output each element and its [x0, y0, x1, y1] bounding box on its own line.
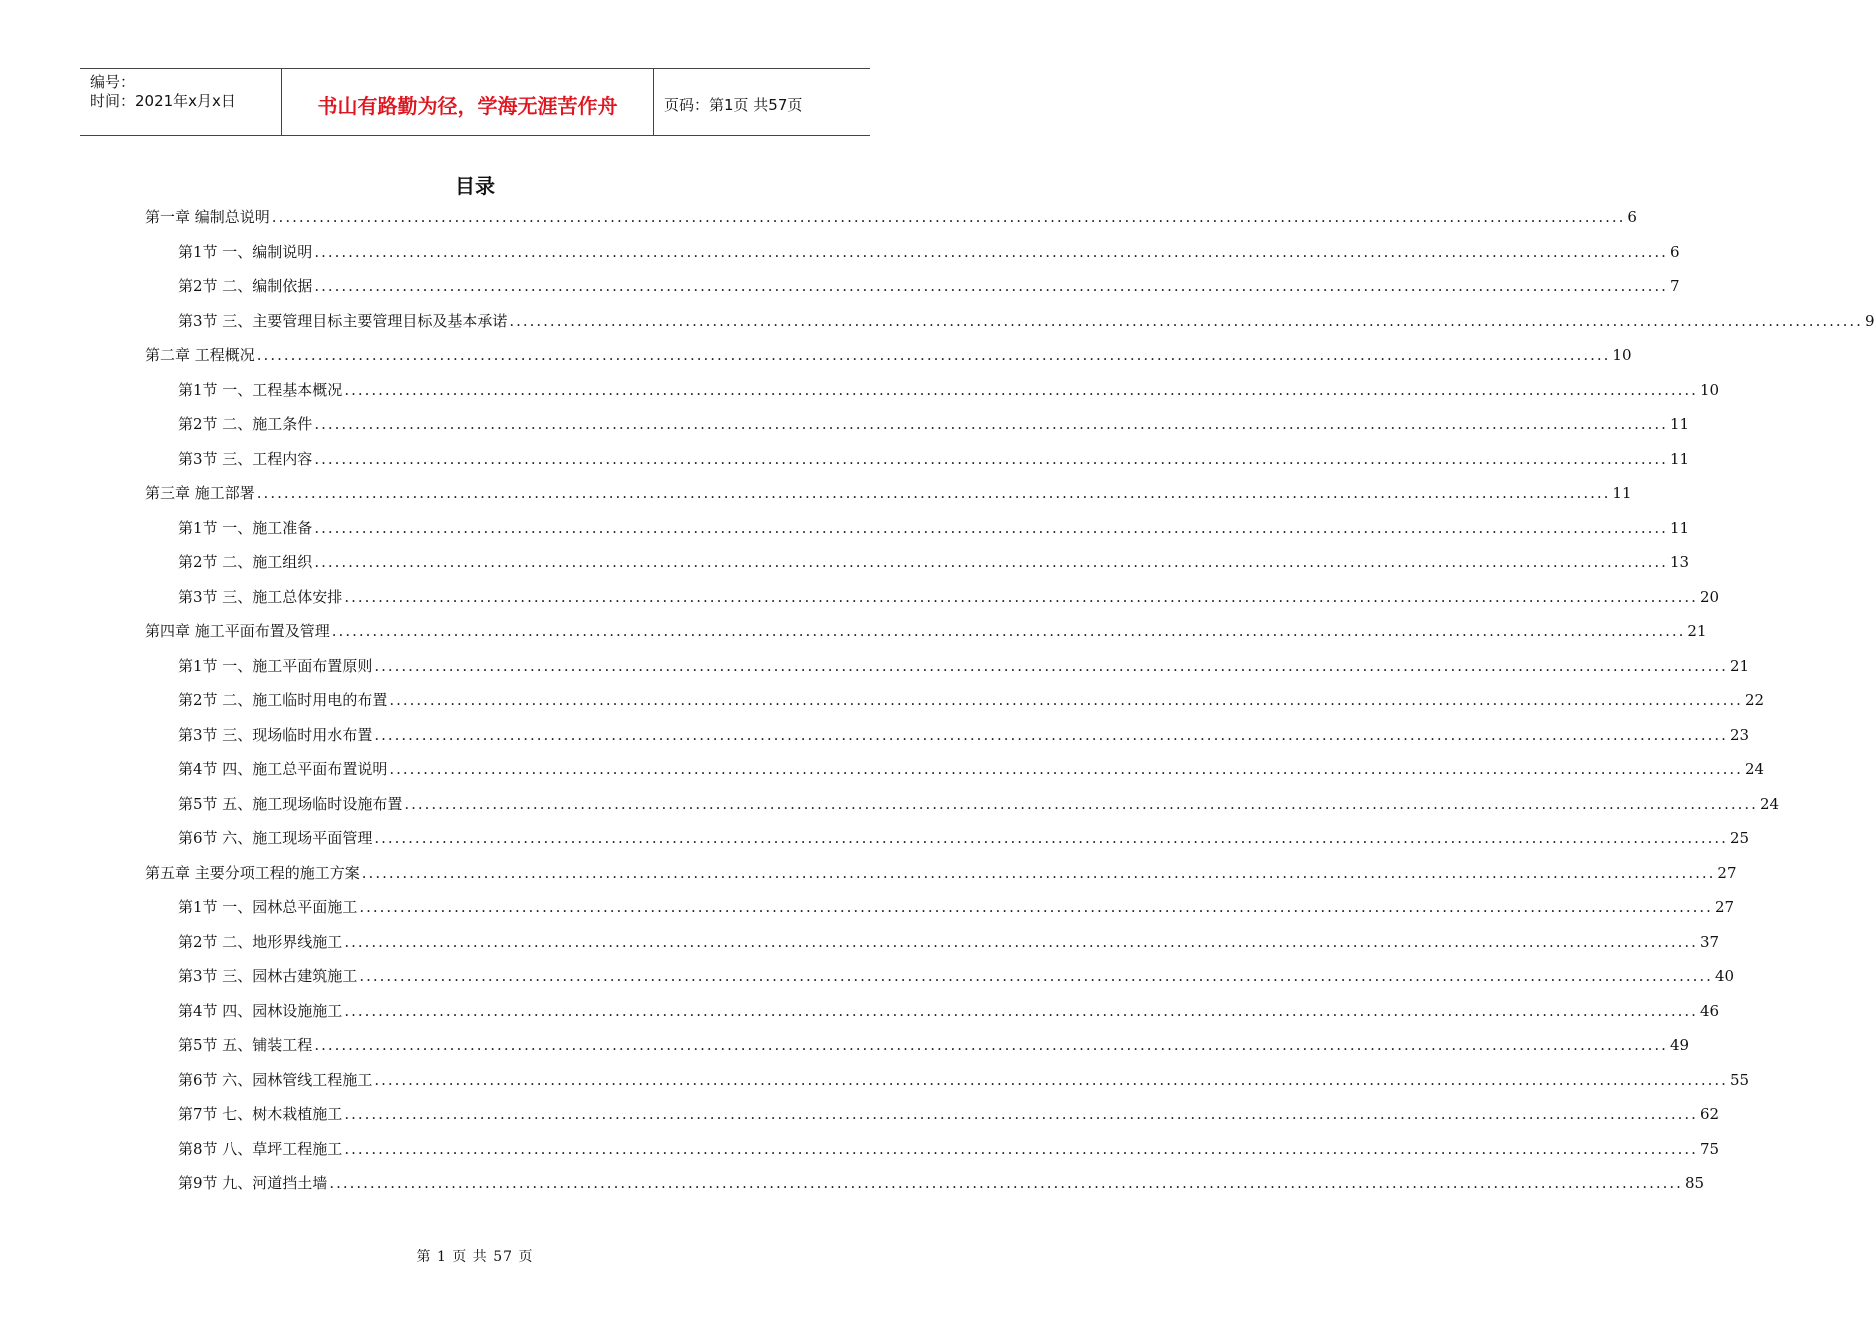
toc-entry-page: 23 — [1729, 725, 1750, 744]
toc-entry-page: 27 — [1717, 863, 1737, 882]
toc-section-entry[interactable] — [178, 757, 1765, 781]
toc-entry-page: 46 — [1699, 1001, 1720, 1020]
toc-entry-page: 11 — [1669, 449, 1690, 468]
toc-chapter-entry[interactable] — [145, 861, 1737, 885]
toc-entry-label: 第二章 工程概况 — [145, 346, 255, 364]
toc-section-entry[interactable] — [178, 550, 1690, 574]
doc-number: 编号： — [90, 73, 136, 91]
toc-leader-dots: ........................................................................................................................................................................................................ — [331, 622, 1686, 640]
toc-entry-page: 21 — [1729, 656, 1750, 675]
toc-section-entry[interactable] — [178, 1068, 1750, 1092]
toc-leader-dots: ........................................................................................................................................................................................................ — [314, 1036, 1668, 1054]
toc-entry-label: 第2节 二、地形界线施工 — [178, 932, 343, 951]
toc-section-entry[interactable] — [178, 895, 1735, 919]
toc-section-entry[interactable] — [178, 1033, 1690, 1057]
toc-entry-page: 49 — [1669, 1036, 1690, 1054]
toc-chapter-entry[interactable] — [145, 481, 1632, 505]
toc-leader-dots: ........................................................................................................................................................................................................ — [344, 380, 1698, 399]
toc-leader-dots: ........................................................................................................................................................................................................ — [314, 553, 1668, 571]
toc-leader-dots: ........................................................................................................................................................................................................ — [256, 346, 1611, 364]
toc-leader-dots: ........................................................................................................................................................................................................ — [314, 449, 1668, 468]
toc-section-entry[interactable] — [178, 930, 1720, 954]
toc-leader-dots: ........................................................................................................................................................................................................ — [314, 518, 1668, 537]
toc-section-entry[interactable] — [178, 654, 1750, 678]
toc-leader-dots: ........................................................................................................................................................................................................ — [344, 932, 1698, 951]
toc-section-entry[interactable] — [178, 1137, 1720, 1161]
toc-entry-label: 第4节 四、园林设施施工 — [178, 1001, 343, 1020]
toc-entry-page: 25 — [1729, 829, 1750, 847]
toc-entry-page: 62 — [1699, 1105, 1720, 1123]
toc-entry-label: 第1节 一、施工平面布置原则 — [178, 656, 373, 675]
toc-section-entry[interactable] — [178, 585, 1720, 609]
toc-section-entry[interactable] — [178, 516, 1690, 540]
toc-leader-dots: ........................................................................................................................................................................................................ — [314, 277, 1668, 295]
toc-entry-label: 第2节 二、施工组织 — [178, 553, 313, 571]
toc-entry-label: 第6节 六、园林管线工程施工 — [178, 1070, 373, 1089]
page-footer: 第 1 页 共 57 页 — [416, 1249, 534, 1265]
toc-leader-dots: ........................................................................................................................................................................................................ — [344, 1105, 1698, 1123]
toc-entry-label: 第3节 三、施工总体安排 — [178, 587, 343, 606]
toc-entry-label: 第2节 二、施工条件 — [178, 415, 313, 433]
toc-entry-page: 6 — [1669, 242, 1680, 261]
toc-entry-page: 10 — [1699, 380, 1720, 399]
toc-entry-label: 第3节 三、主要管理目标主要管理目标及基本承诺 — [178, 311, 508, 330]
toc-section-entry[interactable] — [178, 447, 1690, 471]
toc-entry-page: 20 — [1699, 587, 1720, 606]
doc-time: 时间：2021年x月x日 — [90, 92, 236, 110]
toc-entry-label: 第6节 六、施工现场平面管理 — [178, 829, 373, 847]
toc-entry-label: 第1节 一、施工准备 — [178, 518, 313, 537]
toc-leader-dots: ........................................................................................................................................................................................................ — [374, 1070, 1728, 1089]
toc-entry-page: 6 — [1627, 208, 1637, 226]
toc-entry-page: 85 — [1684, 1174, 1705, 1192]
toc-section-entry[interactable] — [178, 723, 1750, 747]
toc-entry-page: 21 — [1687, 622, 1707, 640]
toc-chapter-entry[interactable] — [145, 619, 1707, 643]
toc-leader-dots: ........................................................................................................................................................................................................ — [389, 691, 1743, 709]
toc-entry-page: 11 — [1612, 484, 1632, 502]
toc-section-entry[interactable] — [178, 240, 1680, 264]
toc-entry-label: 第3节 三、现场临时用水布置 — [178, 725, 373, 744]
toc-entry-page: 37 — [1699, 932, 1720, 951]
toc-entry-label: 第1节 一、工程基本概况 — [178, 380, 343, 399]
toc-entry-label: 第四章 施工平面布置及管理 — [145, 622, 330, 640]
toc-entry-page: 9 — [1864, 311, 1875, 330]
toc-entry-label: 第5节 五、铺装工程 — [178, 1036, 313, 1054]
toc-leader-dots: ........................................................................................................................................................................................................ — [361, 863, 1716, 882]
toc-section-entry[interactable] — [178, 688, 1765, 712]
toc-leader-dots: ........................................................................................................................................................................................................ — [404, 794, 1758, 813]
toc-entry-label: 第8节 八、草坪工程施工 — [178, 1139, 343, 1158]
header-page-info: 页码：第1页 共57页 — [664, 95, 803, 114]
toc-section-entry[interactable] — [178, 378, 1720, 402]
toc-section-entry[interactable] — [178, 826, 1750, 850]
toc-title: 目录 — [455, 174, 495, 198]
header-motto: 书山有路勤为径，学海无涯苦作舟 — [282, 69, 654, 135]
toc-entry-label: 第3节 三、园林古建筑施工 — [178, 967, 358, 985]
toc-entry-page: 11 — [1669, 415, 1690, 433]
toc-entry-page: 27 — [1714, 898, 1735, 916]
toc-leader-dots: ........................................................................................................................................................................................................ — [374, 725, 1728, 744]
toc-entry-page: 24 — [1744, 760, 1765, 778]
toc-entry-label: 第五章 主要分项工程的施工方案 — [145, 863, 360, 882]
toc-section-entry[interactable] — [178, 1171, 1705, 1195]
toc-leader-dots: ........................................................................................................................................................................................................ — [314, 415, 1668, 433]
toc-leader-dots: ........................................................................................................................................................................................................ — [329, 1174, 1683, 1192]
toc-entry-label: 第2节 二、编制依据 — [178, 277, 313, 295]
toc-leader-dots: ........................................................................................................................................................................................................ — [359, 898, 1713, 916]
toc-leader-dots: ........................................................................................................................................................................................................ — [344, 1139, 1698, 1158]
toc-leader-dots: ........................................................................................................................................................................................................ — [271, 208, 1626, 226]
toc-leader-dots: ........................................................................................................................................................................................................ — [374, 829, 1728, 847]
toc-leader-dots: ........................................................................................................................................................................................................ — [344, 1001, 1698, 1020]
toc-leader-dots: ........................................................................................................................................................................................................ — [359, 967, 1713, 985]
toc-entry-label: 第7节 七、树木栽植施工 — [178, 1105, 343, 1123]
header-meta — [80, 69, 282, 135]
toc-section-entry[interactable] — [178, 964, 1735, 988]
toc-section-entry[interactable] — [178, 309, 1875, 333]
toc-section-entry[interactable] — [178, 792, 1780, 816]
toc-entry-label: 第4节 四、施工总平面布置说明 — [178, 760, 388, 778]
toc-section-entry[interactable] — [178, 274, 1680, 298]
toc-entry-label: 第3节 三、工程内容 — [178, 449, 313, 468]
toc-leader-dots: ........................................................................................................................................................................................................ — [256, 484, 1611, 502]
toc-entry-page: 11 — [1669, 518, 1690, 537]
toc-chapter-entry[interactable] — [145, 343, 1632, 367]
toc-entry-label: 第一章 编制总说明 — [145, 208, 270, 226]
toc-chapter-entry[interactable] — [145, 205, 1637, 229]
toc-entry-page: 13 — [1669, 553, 1690, 571]
page-header — [80, 68, 870, 136]
toc-entry-page: 75 — [1699, 1139, 1720, 1158]
toc-entry-label: 第5节 五、施工现场临时设施布置 — [178, 794, 403, 813]
toc-entry-page: 24 — [1759, 794, 1780, 813]
toc-section-entry[interactable] — [178, 999, 1720, 1023]
toc-entry-page: 10 — [1612, 346, 1632, 364]
toc-section-entry[interactable] — [178, 412, 1690, 436]
toc-entry-label: 第三章 施工部署 — [145, 484, 255, 502]
toc-leader-dots: ........................................................................................................................................................................................................ — [389, 760, 1743, 778]
toc-entry-page: 22 — [1744, 691, 1765, 709]
toc-leader-dots: ........................................................................................................................................................................................................ — [509, 311, 1863, 330]
toc-entry-label: 第1节 一、编制说明 — [178, 242, 313, 261]
toc-entry-page: 40 — [1714, 967, 1735, 985]
toc-entry-label: 第9节 九、河道挡土墙 — [178, 1174, 328, 1192]
toc-entry-label: 第1节 一、园林总平面施工 — [178, 898, 358, 916]
toc-entry-label: 第2节 二、施工临时用电的布置 — [178, 691, 388, 709]
toc-section-entry[interactable] — [178, 1102, 1720, 1126]
toc-leader-dots: ........................................................................................................................................................................................................ — [374, 656, 1728, 675]
toc-entry-page: 55 — [1729, 1070, 1750, 1089]
toc-leader-dots: ........................................................................................................................................................................................................ — [314, 242, 1668, 261]
toc-entry-page: 7 — [1669, 277, 1680, 295]
toc-leader-dots: ........................................................................................................................................................................................................ — [344, 587, 1698, 606]
